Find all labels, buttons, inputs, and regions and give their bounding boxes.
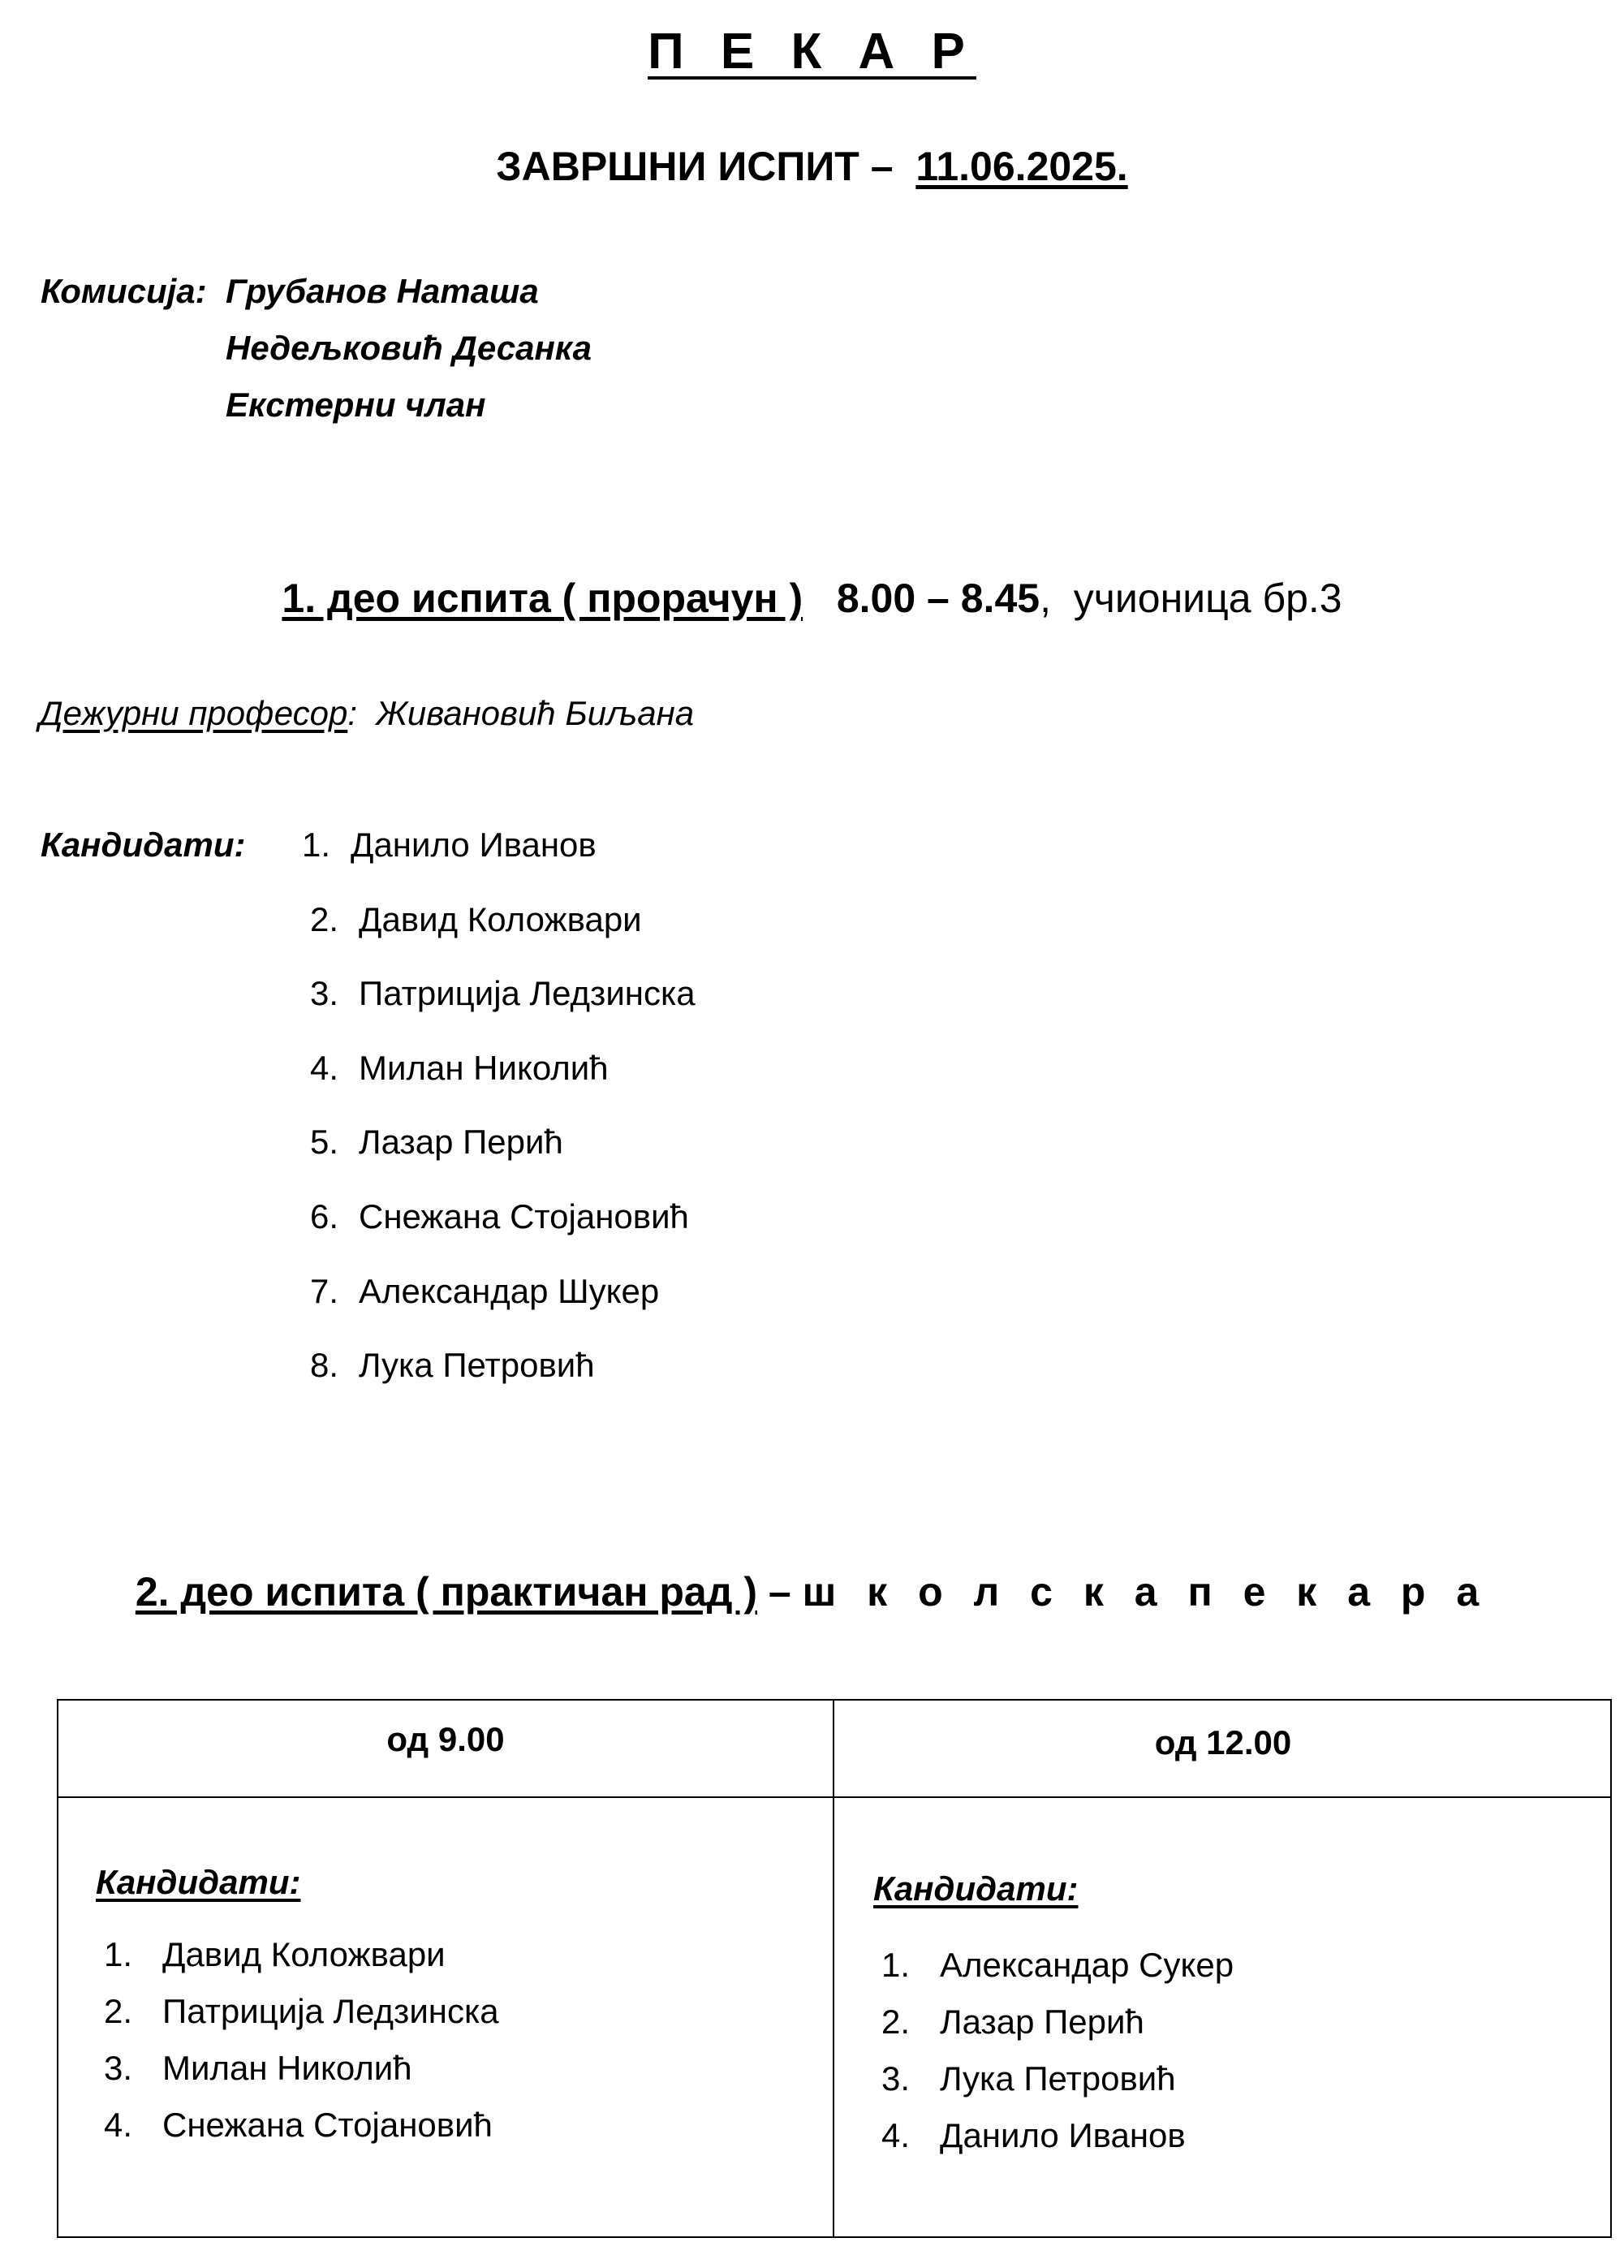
list-item-number: 3. — [104, 2049, 133, 2087]
list-item-number: 2. — [104, 1992, 133, 2030]
list-item-number: 2. — [310, 900, 339, 938]
part2-location: ш к о л с к а п е к а р а — [802, 1569, 1489, 1615]
part1-title: 1. део испита ( прорачун ) — [282, 576, 803, 621]
list-item-name: Александар Шукер — [359, 1272, 660, 1310]
list-item — [310, 1123, 563, 1162]
list-item-number: 5. — [310, 1123, 339, 1161]
list-item-number: 2. — [881, 2003, 911, 2041]
list-item-name: Александар Сукер — [940, 1946, 1234, 1984]
exam-label: ЗАВРШНИ ИСПИТ – — [496, 144, 894, 189]
list-item-name: Патриција Ледзинска — [162, 1992, 499, 2030]
list-item — [310, 1346, 595, 1385]
list-item-name: Данило Иванов — [940, 2116, 1186, 2154]
list-item — [310, 900, 642, 939]
list-item — [310, 1049, 609, 1088]
part1-separator: , — [1040, 576, 1051, 621]
part2-dash: – — [768, 1569, 791, 1615]
commission-member: Недељковић Десанка — [226, 329, 592, 367]
list-item-number: 3. — [310, 974, 339, 1012]
list-item-number: 6. — [310, 1197, 339, 1235]
list-item-name: Данило Иванов — [351, 826, 597, 864]
column-header: од 12.00 — [1154, 1723, 1292, 1761]
column-candidates-label: Кандидати: — [873, 1869, 1079, 1908]
list-item — [881, 1946, 1234, 1985]
schedule-table — [57, 1699, 1612, 2238]
list-item — [104, 1935, 446, 1974]
list-item-name: Давид Коложвари — [162, 1935, 446, 1973]
list-item-name: Милан Николић — [162, 2049, 412, 2087]
list-item-name: Лазар Перић — [359, 1123, 563, 1161]
list-item-name: Снежана Стојановић — [359, 1197, 689, 1235]
list-item-name: Давид Коложвари — [359, 900, 642, 938]
document-title — [0, 23, 1624, 80]
list-item — [104, 2049, 412, 2088]
table-divider — [833, 1701, 834, 2236]
duty-label: Дежурни професор — [39, 694, 348, 732]
list-item-name: Лука Петровић — [359, 1346, 595, 1384]
list-item — [310, 1272, 659, 1311]
list-item — [104, 1992, 499, 2031]
commission-member: Грубанов Наташа — [226, 272, 539, 310]
table-divider — [58, 1796, 1610, 1798]
list-item — [310, 974, 696, 1013]
list-item — [302, 826, 597, 865]
commission-label: Комисија: — [41, 272, 207, 310]
column-header: од 9.00 — [386, 1720, 505, 1758]
part1-time: 8.00 – 8.45 — [836, 576, 1040, 621]
list-item-number: 7. — [310, 1272, 339, 1310]
list-item-number: 4. — [881, 2116, 911, 2154]
list-item-number: 8. — [310, 1346, 339, 1384]
part2-title: 2. део испита ( практичан рад ) — [135, 1569, 757, 1615]
part1-room: учионица бр.3 — [1073, 576, 1342, 621]
list-item — [881, 2059, 1176, 2098]
duty-professor — [39, 694, 694, 733]
list-item — [310, 1197, 689, 1236]
list-item-number: 1. — [302, 826, 331, 864]
list-item-name: Милан Николић — [359, 1049, 609, 1087]
duty-colon: : — [347, 694, 357, 732]
list-item-name: Лазар Перић — [940, 2003, 1144, 2041]
list-item-name: Снежана Стојановић — [162, 2106, 493, 2144]
exam-date: 11.06.2025. — [915, 144, 1128, 189]
list-item — [881, 2116, 1186, 2155]
part1-heading — [0, 575, 1624, 622]
commission-member: Екстерни члан — [226, 386, 486, 424]
list-item-number: 1. — [881, 1946, 911, 1984]
exam-heading — [0, 143, 1624, 190]
duty-name: Живановић Биљана — [376, 694, 695, 732]
list-item-number: 4. — [310, 1049, 339, 1087]
part2-heading — [0, 1568, 1624, 1615]
column-candidates-label: Кандидати: — [96, 1863, 301, 1901]
list-item-name: Лука Петровић — [940, 2059, 1176, 2098]
list-item — [104, 2106, 493, 2145]
list-item-name: Патриција Ледзинска — [359, 974, 696, 1012]
list-item-number: 4. — [104, 2106, 133, 2144]
document-title-text: П Е К А Р — [648, 24, 976, 80]
list-item — [881, 2003, 1144, 2042]
list-item-number: 3. — [881, 2059, 911, 2098]
candidates-label: Кандидати: — [41, 826, 246, 864]
list-item-number: 1. — [104, 1935, 133, 1973]
